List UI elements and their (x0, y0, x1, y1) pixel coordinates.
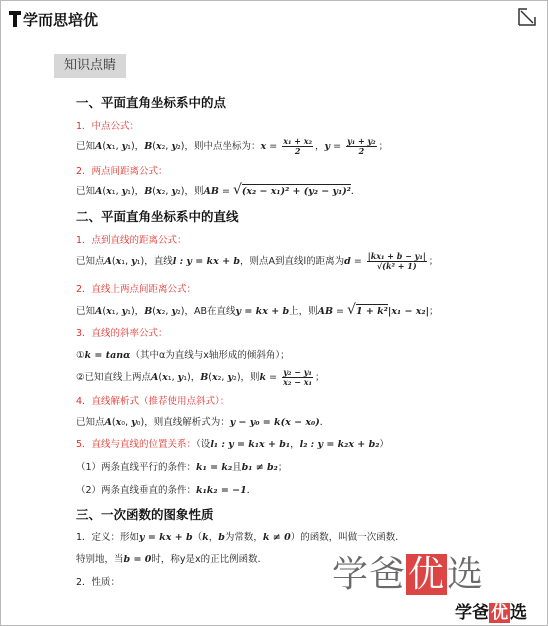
formula-heading: 1．点到直线的距离公式： (76, 235, 187, 246)
formula-heading: 2．直线上两点间距离公式： (76, 284, 197, 295)
section-title-3: 三、一次函数的图象性质 (76, 507, 214, 522)
distance-line: 已知A(x₁, y₁)，B(x₂, y₂)，则AB = √(x₂ − x₁)² + (y₂ − y₁)²． (76, 182, 361, 198)
line-relation-heading: 5．直线与直线的位置关系：（设l₁ : y = k₁x + b₁，l₂ : y = k₂x + b₂） (76, 439, 389, 450)
watermark-small: 学爸 优 选 (455, 603, 527, 623)
slope-line-1: ①k = tanα（其中α为直线与x轴形成的倾斜角）； (76, 350, 290, 361)
brand-name: 学而思培优 (23, 11, 99, 29)
point-line-distance: 已知点A(x₁, y₁)，直线l : y = kx + b，则点A到直线l的距离为d = $\frac{\text{|kx₁ + b − y₁|}}{\text{√(k² + 1)}}$ ； (76, 251, 439, 271)
section-title-1: 一、平面直角坐标系中的点 (76, 95, 227, 110)
watermark: 学爸优选 (332, 554, 485, 595)
point-slope-line: 已知点A(x₀, y₀)，则直线解析式为：y − y₀ = k(x − x₀)． (76, 417, 330, 428)
parallel-condition: （1）两条直线平行的条件：k₁ = k₂且b₁ ≠ b₂； (76, 462, 288, 473)
corner-logo-icon (518, 8, 536, 26)
slope-line-2: ②已知直线上两点A(x₁, y₁)，B(x₂, y₂)，则k = $\frac{\text{y₂ − y₁}}{\text{x₂ − x₁}}$ ； (76, 367, 325, 387)
definition-line: 1．定义：形如y = kx + b（k，b为常数，k ≠ 0）的函数，叫做一次函数． (76, 532, 405, 543)
proportional-line: 特别地，当b = 0时，称y是x的正比例函数． (76, 554, 268, 565)
formula-heading: 3．直线的斜率公式： (76, 328, 168, 339)
formula-heading: 1．中点公式： (76, 121, 140, 132)
midpoint-line: 已知A(x₁, y₁)，B(x₂, y₂)，则中点坐标为：x = $\frac{\text{x₁ + x₂}}{2}$ ，y = $\frac{\text{y₁ + y₂}}{2}$ ； (76, 136, 389, 156)
perpendicular-condition: （2）两条直线垂直的条件：k₁k₂ = −1． (76, 485, 257, 496)
brand-logo (9, 9, 98, 30)
formula-heading: 4．直线解析式（推荐使用点斜式）： (76, 396, 230, 407)
logo-icon (9, 11, 21, 27)
formula-heading: 2．两点间距离公式： (76, 166, 168, 177)
line-segment-distance: 已知A(x₁, y₁)，B(x₂, y₂)，AB在直线y = kx + b上，则AB = √1 + k²|x₁ − x₂|； (76, 302, 439, 318)
property-line: 2．性质： (76, 577, 121, 588)
section-title-2: 二、平面直角坐标系中的直线 (76, 209, 239, 224)
section-tag: 知识点睛 (54, 54, 126, 78)
